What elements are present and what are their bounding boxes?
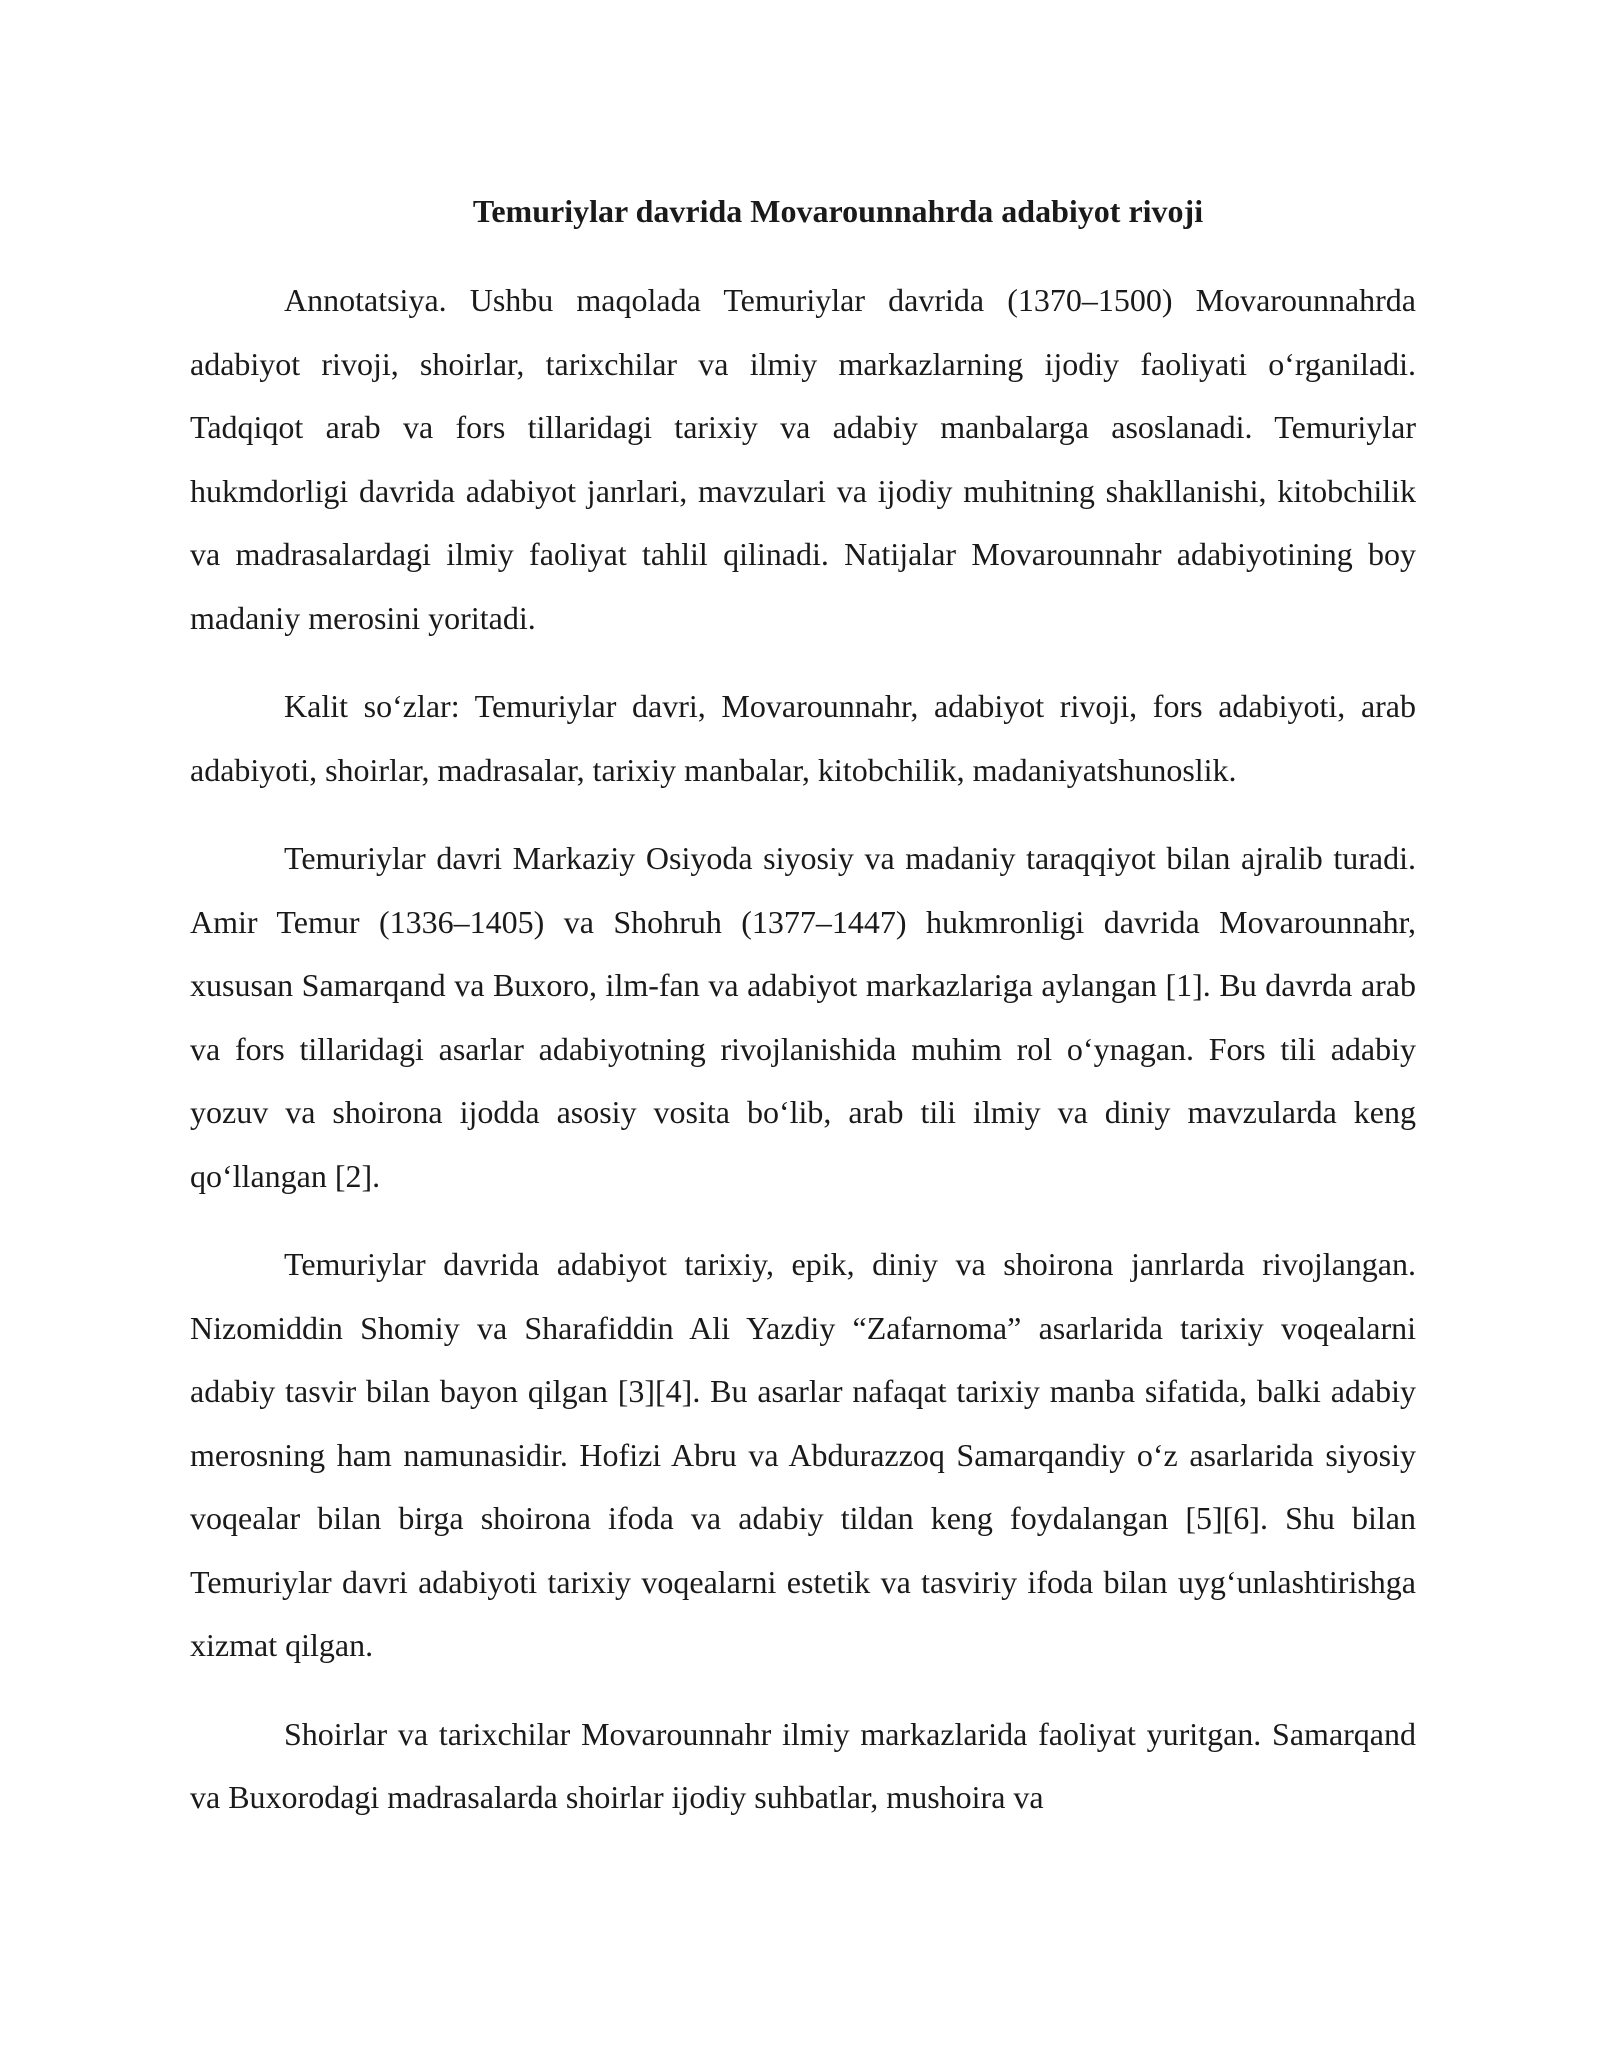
body-paragraph: Temuriylar davrida adabiyot tarixiy, epik, diniy va shoirona janrlarda rivojlangan. Nizomiddin Shomiy va Sharafiddin Ali Yazdiy “Zafarnoma” asarlarida tarixiy voqealarni adabiy tasvir bilan bayon qilgan [3][4]. Bu asarlar nafaqat tarixiy manba sifatida, balki adabiy merosning ham namunasidir. Hofizi Abru va Abdurazzoq Samarqandiy o‘z asarlarida siyosiy voqealar bilan birga shoirona ifoda va adabiy tildan keng foydalangan [5][6]. Shu bilan Temuriylar davri adabiyoti tarixiy voqealarni estetik va tasviriy ifoda bilan uyg‘unlashtirishga xizmat qilgan. — [190, 1246, 1416, 1663]
abstract-paragraph: Annotatsiya. Ushbu maqolada Temuriylar davrida (1370–1500) Movarounnahrda adabiyot rivoji, shoirlar, tarixchilar va ilmiy markazlarning ijodiy faoliyati o‘rganiladi. Tadqiqot arab va fors tillaridagi tarixiy va adabiy manbalarga asoslanadi. Temuriylar hukmdorligi davrida adabiyot janrlari, mavzulari va ijodiy muhitning shakllanishi, kitobchilik va madrasalardagi ilmiy faoliyat tahlil qilinadi. Natijalar Movarounnahr adabiyotining boy madaniy merosini yoritadi. — [190, 282, 1416, 636]
document-title: Temuriylar davrida Movarounnahrda adabiyot rivoji — [472, 193, 1204, 229]
body-paragraph: Temuriylar davri Markaziy Osiyoda siyosiy va madaniy taraqqiyot bilan ajralib turadi. Amir Temur (1336–1405) va Shohruh (1377–1447) hukmronligi davrida Movarounnahr, xususan Samarqand va Buxoro, ilm-fan va adabiyot markazlariga aylangan [1]. Bu davrda arab va fors tillaridagi asarlar adabiyotning rivojlanishida muhim rol o‘ynagan. Fors tili adabiy yozuv va shoirona ijodda asosiy vosita bo‘lib, arab tili ilmiy va diniy mavzularda keng qo‘llangan [2]. — [190, 840, 1416, 1194]
document-page — [190, 185, 1416, 1855]
body-paragraph: Shoirlar va tarixchilar Movarounnahr ilmiy markazlarida faoliyat yuritgan. Samarqand va Buxorodagi madrasalarda shoirlar ijodiy suhbatlar, mushoira va — [190, 1715, 1416, 1815]
keywords-paragraph: Kalit so‘zlar: Temuriylar davri, Movarounnahr, adabiyot rivoji, fors adabiyoti, arab adabiyoti, shoirlar, madrasalar, tarixiy manbalar, kitobchilik, madaniyatshunoslik. — [190, 688, 1416, 788]
